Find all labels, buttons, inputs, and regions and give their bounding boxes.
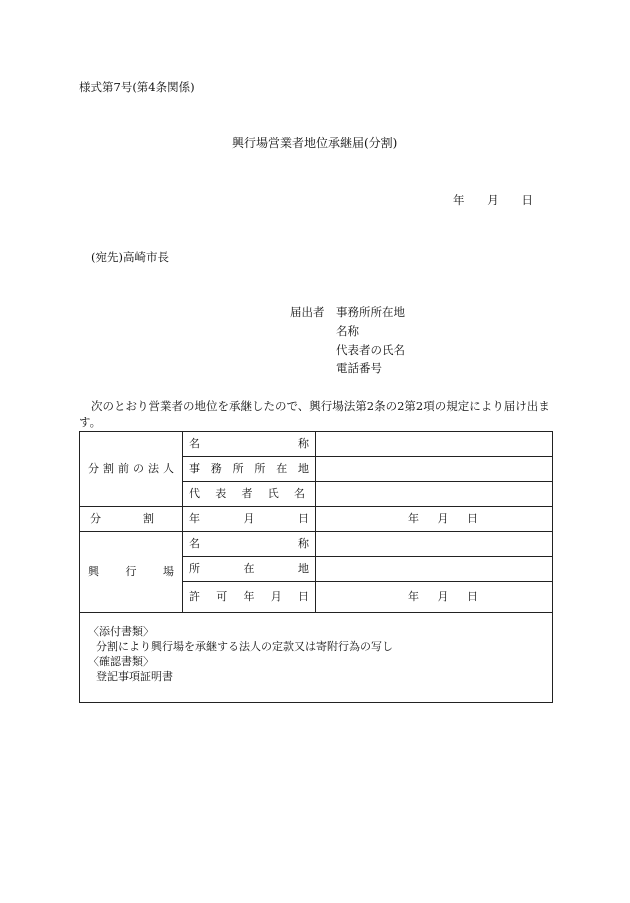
submission-date <box>453 193 533 207</box>
label-char: 行 <box>125 565 137 578</box>
label-char: 許 <box>189 590 200 603</box>
date-day-label: 日 <box>298 512 309 525</box>
form-number: 様式第7号(第4条関係) <box>79 80 195 94</box>
label-char: 務 <box>210 462 222 475</box>
label-char: 事 <box>189 462 200 475</box>
predivision-name-value[interactable] <box>316 432 553 457</box>
label-char: 人 <box>163 462 174 475</box>
date-year-label: 年 <box>189 512 200 525</box>
applicant-name: 名称 <box>336 324 359 338</box>
predivision-label <box>86 462 176 476</box>
venue-location-value[interactable] <box>316 557 553 582</box>
label-char: 名 <box>294 487 305 500</box>
label-char: 日 <box>298 590 309 603</box>
date-year: 年 <box>453 193 465 207</box>
division-label-cell <box>80 507 183 532</box>
notes-cell <box>80 613 553 703</box>
division-value-month: 月 <box>437 512 449 525</box>
confirm-docs-heading: 〈確認書類〉 <box>88 655 154 668</box>
label-char: 代 <box>189 487 200 500</box>
attached-docs-item: 分割により興行場を承継する法人の定款又は寄附行為の写し <box>96 640 393 653</box>
label-char: 可 <box>216 590 228 603</box>
permit-value-day: 日 <box>467 590 478 603</box>
applicant-office-address: 事務所所在地 <box>336 305 405 319</box>
label-char: 氏 <box>267 487 279 500</box>
permit-value-month: 月 <box>437 590 449 603</box>
label-char: 場 <box>163 565 174 578</box>
applicant-phone: 電話番号 <box>336 361 382 375</box>
label-char: 前 <box>118 462 129 475</box>
division-date-value[interactable] <box>316 507 553 532</box>
date-day: 日 <box>521 193 533 207</box>
label-char: 在 <box>243 562 255 575</box>
label-char: 割 <box>103 462 114 475</box>
predivision-label-cell <box>80 432 183 507</box>
label-char: の <box>133 462 144 475</box>
label-char: 所 <box>232 462 244 475</box>
date-month-label: 月 <box>243 512 255 525</box>
predivision-address-value[interactable] <box>316 457 553 482</box>
predivision-rep-label <box>183 482 316 507</box>
attached-docs-heading: 〈添付書類〉 <box>88 625 154 638</box>
label-char: 分 <box>90 512 101 525</box>
venue-permit-label <box>183 582 316 613</box>
label-char: 地 <box>298 562 309 575</box>
venue-permit-value[interactable] <box>316 582 553 613</box>
label-char: 法 <box>148 462 159 475</box>
label-char: 在 <box>276 462 288 475</box>
label-char: 称 <box>298 537 309 550</box>
label-char: 表 <box>215 487 227 500</box>
label-char: 名 <box>189 437 200 450</box>
permit-value-year: 年 <box>408 590 419 603</box>
predivision-rep-value[interactable] <box>316 482 553 507</box>
body-text: 次のとおり営業者の地位を承継したので、興行場法第2条の2第2項の規定により届け出ます。 <box>79 399 550 429</box>
label-char: 月 <box>270 590 282 603</box>
addressee: (宛先)高崎市長 <box>91 250 169 264</box>
label-char: 年 <box>243 590 255 603</box>
predivision-address-label <box>183 457 316 482</box>
label-char: 所 <box>254 462 266 475</box>
venue-name-label <box>183 532 316 557</box>
form-title: 興行場営業者地位承継届(分割) <box>232 136 398 150</box>
division-value-day: 日 <box>467 512 478 525</box>
venue-label-cell <box>80 532 183 613</box>
applicant-label: 届出者 <box>290 305 325 319</box>
venue-location-label <box>183 557 316 582</box>
venue-name-value[interactable] <box>316 532 553 557</box>
label-char: 興 <box>88 565 99 578</box>
label-char: 割 <box>143 512 154 525</box>
label-char: 分 <box>88 462 99 475</box>
confirm-docs-item: 登記事項証明書 <box>96 670 173 683</box>
label-char: 所 <box>189 562 200 575</box>
label-char: 地 <box>297 462 309 475</box>
division-date-label <box>183 507 316 532</box>
predivision-name-label <box>183 432 316 457</box>
applicant-representative: 代表者の氏名 <box>336 343 405 357</box>
label-char: 称 <box>298 437 309 450</box>
label-char: 者 <box>241 487 253 500</box>
label-char: 名 <box>189 537 200 550</box>
date-month: 月 <box>487 193 499 207</box>
notification-table <box>79 431 553 703</box>
division-value-year: 年 <box>408 512 419 525</box>
